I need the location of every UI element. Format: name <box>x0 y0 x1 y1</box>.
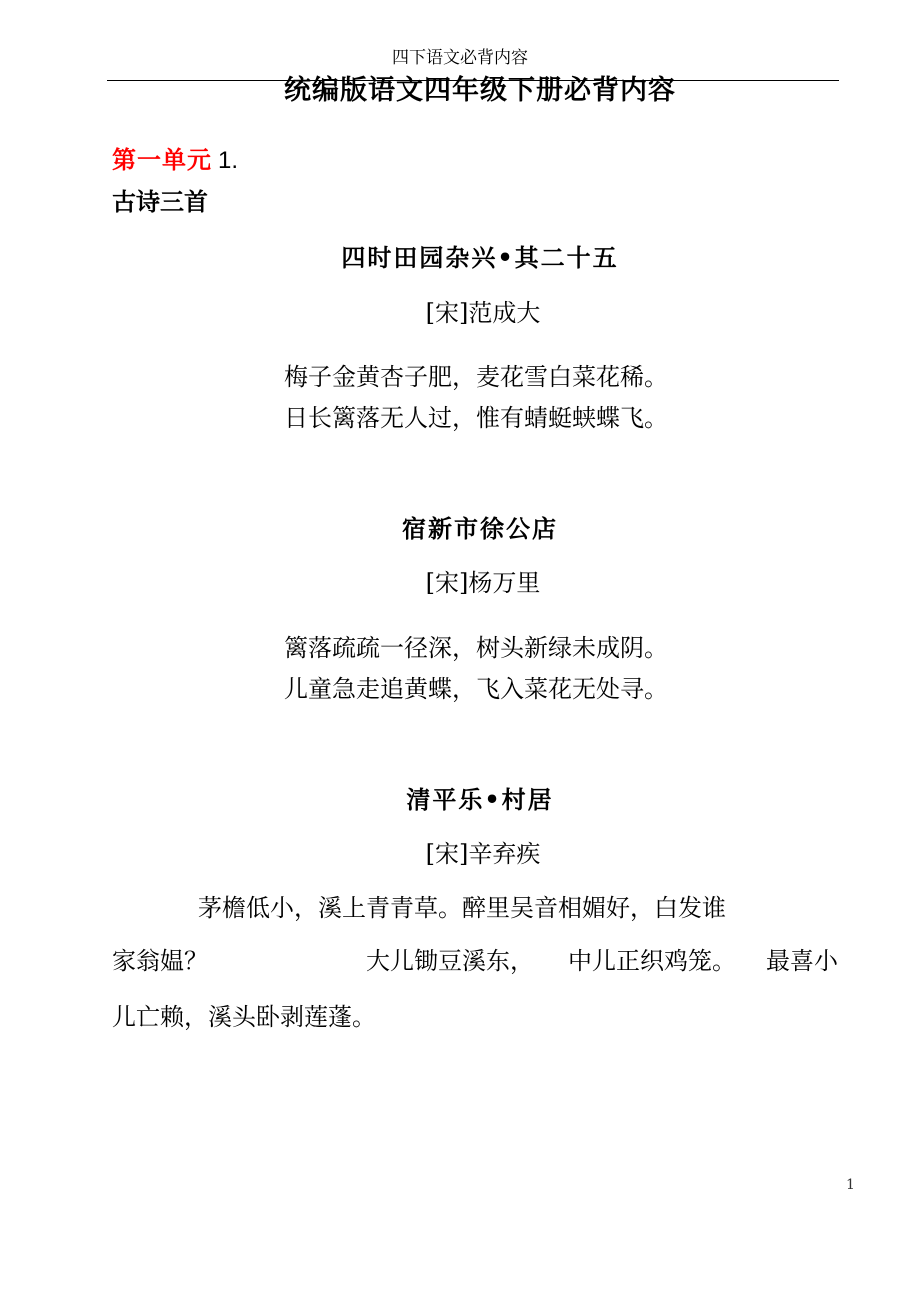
poem-author: [宋]杨万里 <box>425 569 541 597</box>
poem-line: 大儿锄豆溪东， <box>366 947 534 975</box>
poem-line: 日长篱落无人过，惟有蜻蜓蛱蝶飞。 <box>284 404 668 432</box>
poem-line: 梅子金黄杏子肥，麦花雪白菜花稀。 <box>284 363 668 391</box>
poem-body <box>0 628 920 710</box>
poem-body <box>0 357 920 439</box>
poem-line: 儿亡赖，溪头卧剥莲蓬。 <box>112 1003 376 1031</box>
unit-number: 1. <box>218 147 239 174</box>
unit-heading <box>112 142 238 179</box>
poem-author: [宋]辛弃疾 <box>425 840 541 868</box>
page-number: 1 <box>846 1177 855 1193</box>
running-header: 四下语文必背内容 <box>392 48 528 68</box>
poem-line: 茅檐低小，溪上青青草。醉里吴音相媚好，白发谁 <box>198 894 726 922</box>
poem-line: 中儿正织鸡笼。 <box>568 947 736 975</box>
poem-line: 家翁媪？ <box>112 947 208 975</box>
poem-line: 篱落疏疏一径深，树头新绿未成阴。 <box>284 634 668 662</box>
unit-label: 第一单元 <box>112 145 212 174</box>
document-title: 统编版语文四年级下册必背内容 <box>284 75 676 106</box>
section-title: 古诗三首 <box>112 187 208 216</box>
poem-line: 儿童急走追黄蝶，飞入菜花无处寻。 <box>284 675 668 703</box>
poem-line: 最喜小 <box>766 947 838 975</box>
poem-author: [宋]范成大 <box>425 299 541 327</box>
poem-title: 宿新市徐公店 <box>402 514 558 543</box>
poem-title: 清平乐•村居 <box>406 785 554 814</box>
poem-title: 四时田园杂兴•其二十五 <box>341 243 619 272</box>
